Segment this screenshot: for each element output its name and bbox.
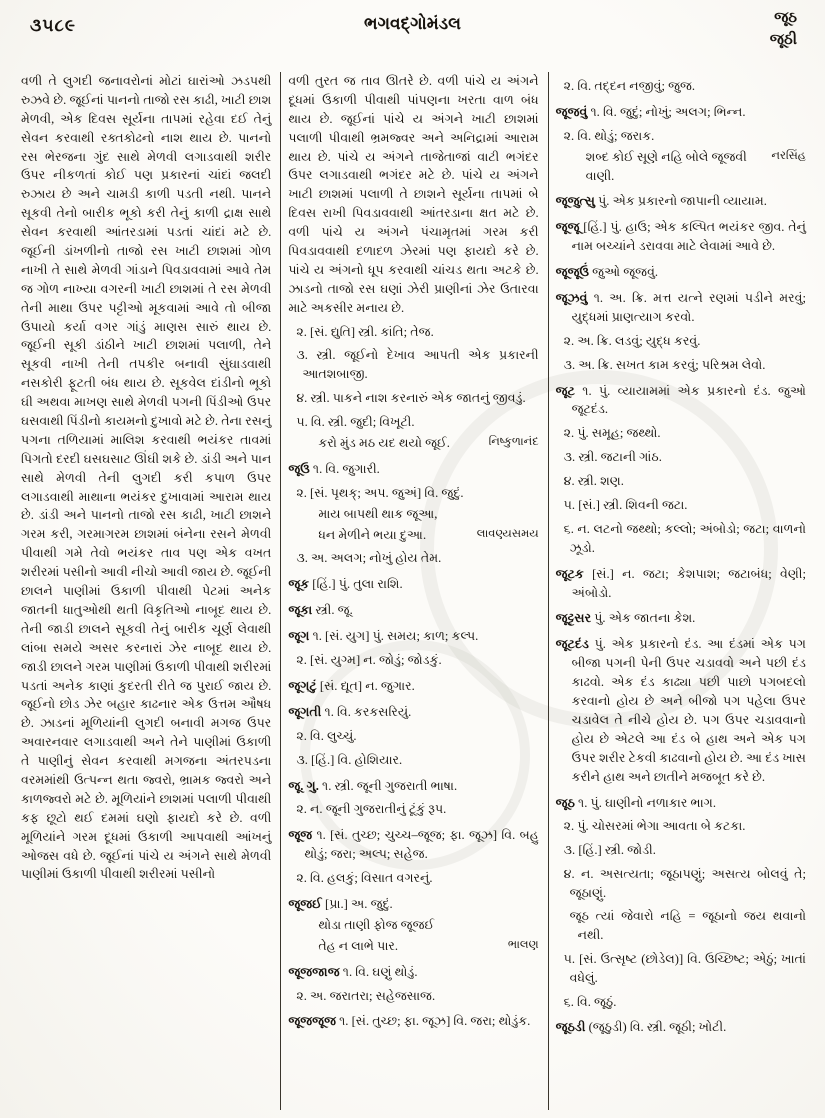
block-text: ૪. સ્ત્રી. પાકને નાશ કરનારું એક જાતનું જીવડું. [296,391,526,406]
block-text: ૨. [સં. યુગ્મ] ન. જોડું; જોડકું. [296,653,442,668]
block-text: ધન મેળીને ભયા દુઆ. [318,527,427,542]
dictionary-block [288,389,538,408]
block-text: ૨. પું. ચોસરમાં ભેગા આવતા બે કટકા. [563,819,746,834]
block-text: ૧. પું. ઘાણીનો નળાકાર ભાગ. [574,795,716,810]
dictionary-block [556,609,806,628]
dictionary-block [21,72,271,884]
block-text: ૧. સ્ત્રી. જૂની ગુજરાતી ભાષા. [318,778,458,793]
dictionary-block [288,751,538,770]
page-header [0,0,825,68]
dictionary-block [288,413,538,432]
dictionary-block [556,448,806,467]
block-text: ૫. [સં. ઉત્સૃષ્ટ (છોડેલ)] વિ. ઉચ્છિષ્ટ; એઠું; ખાતાં વધેલું. [563,951,806,985]
dictionary-block [288,937,538,956]
citation: ભાલણ [507,938,539,951]
block-text: ૫. [સં.] સ્ત્રી. શિવની જટા. [563,498,688,513]
dictionary-block [288,484,538,503]
headword: જૂઠ [555,795,575,810]
headword: જૂજ [288,828,313,843]
dictionary-block [556,472,806,491]
block-text: ૩. [હિં.] વિ. હોશિયાર. [296,752,403,767]
dictionary-block [556,817,806,836]
headword: જૂઝવું [555,291,588,306]
block-text: ૧. [સં. યુગ] પું. સમય; કાળ; કલ્પ. [309,629,479,644]
dictionary-block [556,289,806,327]
block-text: (જૂઠુડી) વિ. સ્ત્રી. જૂઠી; ખોટી. [585,1020,727,1035]
dictionary-block [556,635,806,786]
dictionary-block [288,651,538,670]
dictionary-block [556,424,806,443]
dictionary-block [288,526,538,545]
block-text: ૨. [સં. પૃથક્; અપ. જુઅં] વિ. જુદું. [296,485,464,500]
dictionary-block [288,505,538,524]
block-text: ૧. [સં. તુચ્છ; ચુચ્ચ–જૂજ; ફા. જૂઝ] વિ. બહુ થોડું; જરા; અલ્પ; સહેજ. [304,828,539,862]
block-text: ૨. અ. ક્રિ. લડવું; યુદ્ધ કરવું. [563,333,701,348]
text-columns [14,72,815,1110]
dictionary-block [288,346,538,384]
dictionary-block [288,601,538,620]
block-text: શબ્દ કોઈ સૂણે નહિ બોલે જૂજવી વાણી. [585,149,747,183]
block-text: થોડા તાણી ફોજ જૂજઈ [318,917,435,932]
dictionary-block [556,332,806,351]
block-text: [પ્રા.] અ. જુદું. [321,896,393,911]
headword: જૂક [288,577,310,592]
column-2 [280,72,547,1110]
block-text: તેહ ન લાભે પાર. [318,938,399,953]
block-text: ૧. [સં. તુચ્છ; ફા. જૂઝ] વિ. જરા; થોડુંક. [335,1014,531,1029]
block-text: [સં.] ન. જટા; કેશપાશ; જટાબંધ; વેણી; અંબોડો. [571,566,806,600]
block-text: ૩. અ. ક્રિ. સખત કામ કરવું; પરિશ્રમ લેવો. [563,357,766,372]
block-text: ૧. વિ. જુદું; નોખું; અલગ; ભિન્ન. [587,104,746,119]
citation: લાવણ્યસમય [476,527,539,540]
block-text: સ્ત્રી. જૂ. [312,603,353,618]
dictionary-block [556,127,806,146]
block-text: ૧. અ. ક્રિ. મત્ત યત્ને રણમાં પડીને મરવું; યુદ્ધમાં પ્રાણત્યાગ કરવો. [571,291,806,324]
block-text: ૩. અ. અલગ; નોખું હોય તેમ. [296,551,442,566]
dictionary-block [288,460,538,479]
column-1 [14,72,280,1110]
block-text: ૩. સ્ત્રી. જૂઈનો દેખાવ આપતી એક પ્રકારની આતશબાજી. [296,348,539,382]
dictionary-block [288,703,538,722]
block-text: ૨. [સં. દ્યુતિ] સ્ત્રી. કાંતિ; તેજ. [296,324,434,339]
block-text: [હિં.] પું. તુલા રાશિ. [309,577,403,592]
dictionary-block [556,192,806,211]
block-text: માય બાપથી થાક જૂઆ, [318,506,438,521]
block-text: ૨. વિ. થોડું; જરાક. [563,128,655,143]
headword: જૂકા [288,603,313,618]
block-text: વળી તે લુગદી જનાવરોનાં મોટાં ઘારાંઓ ઝડપથી રુઝવે છે. જૂઈનાં પાનનો તાજો રસ કાઢી, ખાટી છાશ મેળવી, એક દિવસ સૂર્યના તાપમાં રહેવા દઈ તેનું સેવન કરવાથી રક્તકોઢનો નાશ થાય છે. પાનનો રસ ભેરજના ગુંદ સાથે મેળવી લગાડવાથી શરીર ઉપર નીકળતાં કોઈ પણ પ્રકારનાં ચાંદાં જલદી રુઝાય છે અને ચામડી કાળી પડતી નથી. પાનને સૂકવી તેનો બારીક ભૂકો કરી તેનું કાળી દ્રાક્ષ સાથે સેવન કરવાથી આંતરડામાં પડતાં ચાંદાં મટે છે. જૂઈની ડાંખળીનો તાજો રસ ખાટી છાશમાં ગોળ નાખી તે સાથે મેળવી ગાંડાને પિવડાવવામાં આવે તેમ જ ગોળ નાખ્યા વગરની ખાટી છાશમાં તે રસ મેળવી તેની માથા ઉપર પટ્ટીઓ મૂકવામાં આવે તો બીજા ઉપાયો કર્યા વગર ગાંડું માણસ સારું થાય છે. જૂઈની સૂકી ડાંઠીને ખાટી છાશમાં પલાળી, તેને સૂકવી નાખી તેની તપકીર બનાવી સુંઘાડવાથી નસકોરી ફૂટતી બંધ થાય છે. સૂકવેલ દાંડીનો ભૂકો ઘી અથવા માખણ સાથે મેળવી પગની પિંડીઓ ઉપર ઘસવાથી પિંડીનો કાયમનો દુખાવો મટે છે. તેના રસનું પગના તળિયામાં માલિશ કરવાથી ભયંકર તાવમાં પિગતો દરદી ઘસઘસાટ ઊંઘી શકે છે. ડાંડી અને પાન સાથે મેળવી તેની લુગદી કરી કપાળ ઉપર લગાડવાથી માથાના ભયંકર દુખાવામાં આરામ થાય છે. ડાંડી અને પાનનો તાજો રસ કાઢી, ખાટી છાશને ગરમ કરી, ગરમાગરમ છાશમાં બંનેના રસને મેળવી પીવાથી ગમે તેવો ભયંકર તાવ પણ એક વખત શરીરમાં પસીનો આવી નીચો આવી જાય છે. જૂઈની છાલને પાણીમાં ઉકાળી પીવાથી પેટમાં અનેક જાતની ધાતુઓથી થતી વિકૃતિઓ નાબૂદ થાય છે. તેની જાડી છાલને સૂકવી તેનું બારીક ચૂર્ણ લેવાથી લાંબા સમયે અસર કરનારાં ઝેર નાબૂદ થાય છે. જાડી છાલને ગરમ પાણીમાં ઉકાળી પીવાથી શરીરમાં પડતાં અનેક કાણાં કુદરતી રીતે જ પુરાઈ જાય છે. જૂઈનો છોડ ઝેર બહાર કાઢનાર એક ઉત્તમ ઔષધ છે. ઝાડનાં મૂળિયાંની લુગદી બનાવી મગજ ઉપર અવારનવાર લગાડવાથી અને તેને પાણીમાં ઉકાળી તે પાણીનું સેવન કરવાથી મગજના અંતરપડના વરમમાંથી ઉત્પન્ન થતા જ્વરો, ભ્રામક જ્વરો અને કાળજ્વરો મટે છે. મૂળિયાંને છાશમાં પલાળી પીવાથી કફ છૂટો થઈ દમમાં ઘણો ફાયદો કરે છે. વળી મૂળિયાંને ગરમ દૂધમાં ઉકાળી આપવાથી આંખનું ઓજસ વધે છે. જૂઈનાં પાંચે ય અંગને સાથે મેળવી પાણીમાં ઉકાળી પીવાથી શરીરમાં પસીનો [21,74,272,882]
dictionary-block [288,1012,538,1031]
headword: જૂ. ગુ. [288,778,319,793]
block-text: ૧. વિ. કરકસરિયું. [321,704,412,719]
block-text: ૬. વિ. જૂઠું. [563,994,617,1009]
guide-words [770,8,797,52]
headword: જૂટ્ટસર [555,611,592,626]
dictionary-block [288,323,538,342]
dictionary-block [288,777,538,796]
page-title: ભગવદ્ગોમંડલ [364,14,461,33]
block-text: ૧. પું. વ્યાયામમાં એક પ્રકારનો દંડ. જુઓ જૂટદંડ. [571,383,806,417]
dictionary-block [288,869,538,888]
dictionary-block [556,263,806,282]
citation: નિષ્કુળાનંદ [488,436,539,449]
dictionary-block [556,103,806,122]
dictionary-block [556,993,806,1012]
block-text: પું. એક જાતના કેશ. [591,611,696,626]
block-text: ૩. [હિં.] સ્ત્રી. જોડી. [563,843,656,858]
dictionary-block [556,794,806,813]
guide-word-top: જૂઠ [774,10,797,26]
dictionary-block [556,907,806,945]
dictionary-block [556,382,806,420]
block-text: ૧. વિ. ઘણું થોડું. [339,964,418,979]
headword: જૂગટું [288,678,317,693]
dictionary-block [288,963,538,982]
headword: જૂગતી [288,704,322,719]
block-text: કરો મુંડ મઠ યદ થયો જૂઈ. [318,436,450,451]
headword: જૂગ [288,629,310,644]
block-text: ૫. વિ. સ્ત્રી. જુદી; વિખૂટી. [296,415,415,430]
block-text: પું. એક પ્રકારનો દંડ. આ દંડમાં એક પગ બીજા પગની પેની ઉપર ચડાવવો અને પછી દંડ કાઢવો. એક દંડ કાઢ્યા પછી પાછો પગબદલો કરવાનો હોય છે અને બીજો પગ પહેલા ઉપર ચડાવેલ તે નીચે હોય છે. પગ ઉપર ચડાવવાનો હોય છે એટલે આ દંડ બે હાથ અને એક પગ ઉપર શરીર ટેકવી કાઢવાનો હોય છે. આ દંડ ખાસ કરીને હાથ અને છાતીને મજબૂત કરે છે. [571,637,806,784]
block-text: ૨. વિ. હલકું; વિસાત વગરનું. [296,871,433,886]
dictionary-block [288,727,538,746]
block-text: જૂઠ ત્યાં જેવારો નહિ = જૂઠાનો જય થવાનો નથી. [569,908,806,942]
block-text: ૨. વિ. લુચ્ચું. [296,728,357,743]
headword: જૂજૂઉં [555,265,590,280]
block-text: ૪. સ્ત્રી. શણ. [563,474,624,489]
headword: જૂજૂ [555,220,580,235]
block-text: ૨. પું. સમૂહ; જથ્થો. [563,426,661,441]
block-text: ૪. ન. અસત્યતા; જૂઠાપણું; અસત્ય બોલવું તે; જૂઠાણું. [563,867,806,901]
dictionary-block [556,520,806,558]
headword: જૂજવું [555,104,588,119]
dictionary-block [556,356,806,375]
headword: જૂઉ [288,461,310,476]
column-3 [548,72,815,1110]
dictionary-block [288,434,538,453]
block-text: જુઓ જૂજવું. [589,265,659,280]
dictionary-block [288,800,538,819]
headword: જૂટક [555,566,584,581]
dictionary-block [288,72,538,318]
block-text: ૨. અ. જરાતરા; સહેજસાજ. [296,988,436,1003]
block-text: [સં. દ્યૂત] ન. જુગાર. [316,678,415,693]
dictionary-block [288,895,538,914]
headword: જૂજઈ [288,896,322,911]
guide-word-bottom: જૂઠી [769,31,797,48]
headword: જૂટદંડ [555,637,589,652]
dictionary-block [556,841,806,860]
citation: નરસિંહ [771,149,806,162]
block-text: પું. એક પ્રકારનો જાપાની વ્યાયામ. [594,194,767,209]
block-text: [હિં.] પું. હાઉ; એક કલ્પિત ભયંકર જીવ. તેનું નામ બચ્ચાંને ડરાવવા માટે લેવામાં આવે છે. [571,220,806,254]
dictionary-block [288,677,538,696]
block-text: ૨. વિ. તદ્દન નજીવું; જુજ. [563,79,696,93]
headword: જૂજુત્સુ [555,194,595,209]
block-text: ૩. સ્ત્રી. જટાની ગાંઠ. [563,450,662,465]
headword: જૂજજાજ [288,964,340,979]
page-number: ૩૫૮૯ [30,16,76,35]
dictionary-block [556,496,806,515]
dictionary-block [288,826,538,864]
dictionary-block [556,77,806,96]
dictionary-block [288,987,538,1006]
headword: જૂઠડી [555,1020,586,1035]
dictionary-block [288,575,538,594]
headword: જૂટ [555,383,575,398]
dictionary-block [288,627,538,646]
block-text: ૬. ન. લટનો જથ્થો; કલ્લો; અંબોડો; જટા; વાળનો ઝૂડો. [563,521,806,555]
dictionary-block [288,916,538,935]
dictionary-block [556,148,806,186]
block-text: ૧. વિ. જુગારી. [309,461,380,476]
dictionary-block [556,565,806,603]
dictionary-block [556,950,806,988]
block-text: ૨. ન. જૂની ગુજરાતીનું ટૂંકું રૂપ. [296,802,447,817]
dictionary-block [556,218,806,256]
dictionary-block [556,1018,806,1037]
dictionary-block [556,865,806,903]
dictionary-block [288,549,538,568]
headword: જૂજજૂજ [288,1014,336,1029]
block-text: વળી તુરત જ તાવ ઊતરે છે. વળી પાંચે ય અંગને દૂધમાં ઉકાળી પીવાથી પાંપણના ખરતા વાળ બંધ થાય છે. જૂઈનાં પાંચે ય અંગને ખાટી છાશમાં પલાળી પીવાથી ભ્રમજ્વર અને અનિદ્રામાં આરામ થાય છે. પાંચે ય અંગને તાજેતાજાં વાટી ભગંદર ઉપર લગાડવાથી ભગંદર મટે છે. પાંચે ય અંગને ખાટી છાશમાં પલાળી તે છાશને સૂર્યના તાપમાં બે દિવસ રાખી પિવડાવવાથી આંતરડાના ક્ષત મટે છે. વળી પાંચે ય અંગને પંચામૃતમાં ગરમ કરી પિવડાવવાથી દળાદળ ઝેરમાં પણ ફાયદો કરે છે. પાંચે ય અંગનો ધૂપ કરવાથી ચાંચડ થતા અટકે છે. ઝાડનો તાજો રસ ઘણાં ઝેરી પ્રાણીનાં ઝેર ઉતારવા માટે અકસીર મનાય છે. [288,74,539,315]
